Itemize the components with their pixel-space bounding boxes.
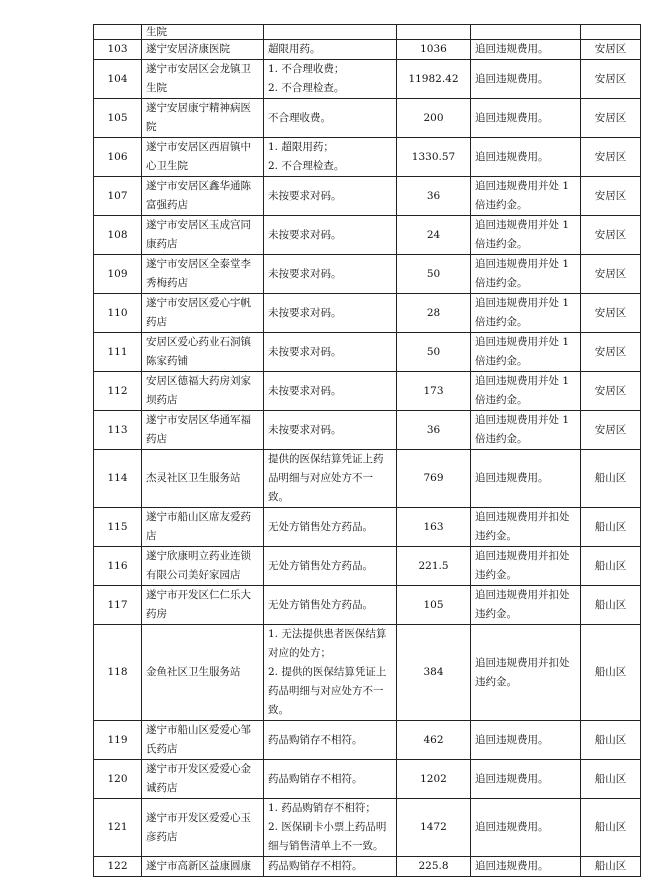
table-row (94, 760, 641, 799)
district-cell: 船山区 (581, 547, 641, 586)
action-cell: 追回违规费用。 (471, 721, 581, 760)
row-number-cell: 121 (94, 799, 142, 857)
table-row (94, 294, 641, 333)
table-row (94, 255, 641, 294)
district-cell: 船山区 (581, 799, 641, 857)
row-number-cell: 111 (94, 333, 142, 372)
institution-name-cell: 遂宁市开发区爱爱心金诚药店 (142, 760, 264, 799)
district-cell: 安居区 (581, 138, 641, 177)
violation-issue-cell: 未按要求对码。 (264, 333, 397, 372)
row-number-cell: 120 (94, 760, 142, 799)
table-row (94, 586, 641, 625)
table-row (94, 25, 641, 40)
row-number-cell: 119 (94, 721, 142, 760)
violation-issue-cell: 药品购销存不相符。 (264, 721, 397, 760)
amount-cell: 105 (397, 586, 471, 625)
violation-issue-cell: 药品购销存不相符。 (264, 760, 397, 799)
row-number-cell: 107 (94, 177, 142, 216)
violation-issue-cell (264, 25, 397, 40)
action-cell: 追回违规费用并处 1倍违约金。 (471, 294, 581, 333)
violation-issue-cell: 1. 药品购销存不相符； 2. 医保刷卡小票上药品明细与销售清单上不一致。 (264, 799, 397, 857)
institution-name-cell: 遂宁市船山区爱爱心邹氏药店 (142, 721, 264, 760)
row-number-cell: 109 (94, 255, 142, 294)
district-cell (581, 25, 641, 40)
institution-name-cell: 遂宁市安居区西眉镇中心卫生院 (142, 138, 264, 177)
table-row (94, 625, 641, 721)
table-row (94, 721, 641, 760)
institution-name-cell: 遂宁市安居区会龙镇卫生院 (142, 60, 264, 99)
district-cell: 安居区 (581, 60, 641, 99)
row-number-cell: 103 (94, 40, 142, 60)
row-number-cell: 112 (94, 372, 142, 411)
district-cell: 安居区 (581, 372, 641, 411)
action-cell: 追回违规费用。 (471, 760, 581, 799)
row-number-cell: 104 (94, 60, 142, 99)
institution-name-cell: 遂宁市安居区全泰堂李秀梅药店 (142, 255, 264, 294)
row-number-cell: 105 (94, 99, 142, 138)
action-cell: 追回违规费用并扣处违约金。 (471, 508, 581, 547)
amount-cell: 28 (397, 294, 471, 333)
action-cell: 追回违规费用并处 1倍违约金。 (471, 177, 581, 216)
amount-cell: 11982.42 (397, 60, 471, 99)
institution-name-cell: 遂宁市安居区华通军福药店 (142, 411, 264, 450)
violation-issue-cell: 1. 超限用药； 2. 不合理检查。 (264, 138, 397, 177)
amount-cell: 1036 (397, 40, 471, 60)
amount-cell: 50 (397, 255, 471, 294)
violation-issue-cell: 提供的医保结算凭证上药品明细与对应处方不一致。 (264, 450, 397, 508)
row-number-cell (94, 25, 142, 40)
district-cell: 安居区 (581, 177, 641, 216)
amount-cell: 36 (397, 411, 471, 450)
violation-issue-cell: 无处方销售处方药品。 (264, 508, 397, 547)
institution-name-cell: 遂宁市安居区玉成宫同康药店 (142, 216, 264, 255)
violation-issue-cell: 不合理收费。 (264, 99, 397, 138)
district-cell: 安居区 (581, 333, 641, 372)
violation-issue-cell: 药品购销存不相符。 (264, 857, 397, 877)
violation-issue-cell: 1. 无法提供患者医保结算对应的处方； 2. 提供的医保结算凭证上药品明细与对应处方不一致。 (264, 625, 397, 721)
action-cell: 追回违规费用并处 1倍违约金。 (471, 216, 581, 255)
action-cell: 追回违规费用并扣处违约金。 (471, 625, 581, 721)
district-cell: 安居区 (581, 99, 641, 138)
amount-cell (397, 25, 471, 40)
action-cell: 追回违规费用。 (471, 99, 581, 138)
violation-issue-cell: 未按要求对码。 (264, 216, 397, 255)
action-cell: 追回违规费用并处 1倍违约金。 (471, 411, 581, 450)
amount-cell: 221.5 (397, 547, 471, 586)
row-number-cell: 106 (94, 138, 142, 177)
row-number-cell: 108 (94, 216, 142, 255)
action-cell: 追回违规费用并处 1倍违约金。 (471, 333, 581, 372)
action-cell: 追回违规费用。 (471, 799, 581, 857)
amount-cell: 36 (397, 177, 471, 216)
table-row (94, 411, 641, 450)
table-row (94, 40, 641, 60)
institution-name-cell: 安居区德福大药房刘家坝药店 (142, 372, 264, 411)
table-row (94, 547, 641, 586)
district-cell: 安居区 (581, 40, 641, 60)
institution-name-cell: 遂宁安居济康医院 (142, 40, 264, 60)
amount-cell: 462 (397, 721, 471, 760)
row-number-cell: 115 (94, 508, 142, 547)
action-cell: 追回违规费用。 (471, 138, 581, 177)
table-row (94, 216, 641, 255)
violation-table-container (93, 24, 640, 877)
row-number-cell: 116 (94, 547, 142, 586)
row-number-cell: 117 (94, 586, 142, 625)
institution-name-cell: 遂宁市高新区益康圆康 (142, 857, 264, 877)
district-cell: 安居区 (581, 294, 641, 333)
institution-name-cell: 遂宁市安居区鑫华通陈富强药店 (142, 177, 264, 216)
violation-issue-cell: 未按要求对码。 (264, 177, 397, 216)
violation-issue-cell: 未按要求对码。 (264, 255, 397, 294)
table-row (94, 333, 641, 372)
institution-name-cell: 安居区爱心药业石洞镇陈家药铺 (142, 333, 264, 372)
violation-issue-cell: 未按要求对码。 (264, 372, 397, 411)
violation-issue-cell: 未按要求对码。 (264, 411, 397, 450)
amount-cell: 1202 (397, 760, 471, 799)
amount-cell: 24 (397, 216, 471, 255)
action-cell: 追回违规费用。 (471, 450, 581, 508)
institution-name-cell: 遂宁市船山区席友爱药店 (142, 508, 264, 547)
row-number-cell: 118 (94, 625, 142, 721)
table-row (94, 60, 641, 99)
district-cell: 船山区 (581, 450, 641, 508)
row-number-cell: 122 (94, 857, 142, 877)
district-cell: 船山区 (581, 586, 641, 625)
action-cell (471, 25, 581, 40)
table-row (94, 372, 641, 411)
district-cell: 船山区 (581, 857, 641, 877)
amount-cell: 1472 (397, 799, 471, 857)
action-cell: 追回违规费用并处 1倍违约金。 (471, 372, 581, 411)
table-row (94, 99, 641, 138)
amount-cell: 163 (397, 508, 471, 547)
district-cell: 船山区 (581, 760, 641, 799)
violation-table (93, 24, 641, 877)
violation-issue-cell: 1. 不合理收费； 2. 不合理检查。 (264, 60, 397, 99)
district-cell: 安居区 (581, 255, 641, 294)
amount-cell: 1330.57 (397, 138, 471, 177)
institution-name-cell: 杰灵社区卫生服务站 (142, 450, 264, 508)
amount-cell: 769 (397, 450, 471, 508)
institution-name-cell: 遂宁市安居区爱心宇帆药店 (142, 294, 264, 333)
table-row (94, 450, 641, 508)
action-cell: 追回违规费用。 (471, 60, 581, 99)
amount-cell: 200 (397, 99, 471, 138)
institution-name-cell: 遂宁市开发区仁仁乐大药房 (142, 586, 264, 625)
institution-name-cell: 遂宁欣康明立药业连锁有限公司美好家园店 (142, 547, 264, 586)
amount-cell: 384 (397, 625, 471, 721)
institution-name-cell: 遂宁安居康宁精神病医院 (142, 99, 264, 138)
violation-issue-cell: 超限用药。 (264, 40, 397, 60)
row-number-cell: 113 (94, 411, 142, 450)
table-row (94, 857, 641, 877)
district-cell: 船山区 (581, 721, 641, 760)
action-cell: 追回违规费用并扣处违约金。 (471, 547, 581, 586)
amount-cell: 225.8 (397, 857, 471, 877)
row-number-cell: 110 (94, 294, 142, 333)
district-cell: 安居区 (581, 216, 641, 255)
table-row (94, 508, 641, 547)
institution-name-cell: 遂宁市开发区爱爱心玉彦药店 (142, 799, 264, 857)
violation-issue-cell: 未按要求对码。 (264, 294, 397, 333)
table-row (94, 177, 641, 216)
district-cell: 安居区 (581, 411, 641, 450)
table-row (94, 138, 641, 177)
action-cell: 追回违规费用并处 1倍违约金。 (471, 255, 581, 294)
institution-name-cell: 金鱼社区卫生服务站 (142, 625, 264, 721)
action-cell: 追回违规费用并扣处违约金。 (471, 586, 581, 625)
table-row (94, 799, 641, 857)
table-body (94, 25, 641, 877)
violation-issue-cell: 无处方销售处方药品。 (264, 586, 397, 625)
amount-cell: 50 (397, 333, 471, 372)
institution-name-cell: 生院 (142, 25, 264, 40)
action-cell: 追回违规费用。 (471, 857, 581, 877)
district-cell: 船山区 (581, 625, 641, 721)
row-number-cell: 114 (94, 450, 142, 508)
violation-issue-cell: 无处方销售处方药品。 (264, 547, 397, 586)
amount-cell: 173 (397, 372, 471, 411)
action-cell: 追回违规费用。 (471, 40, 581, 60)
district-cell: 船山区 (581, 508, 641, 547)
